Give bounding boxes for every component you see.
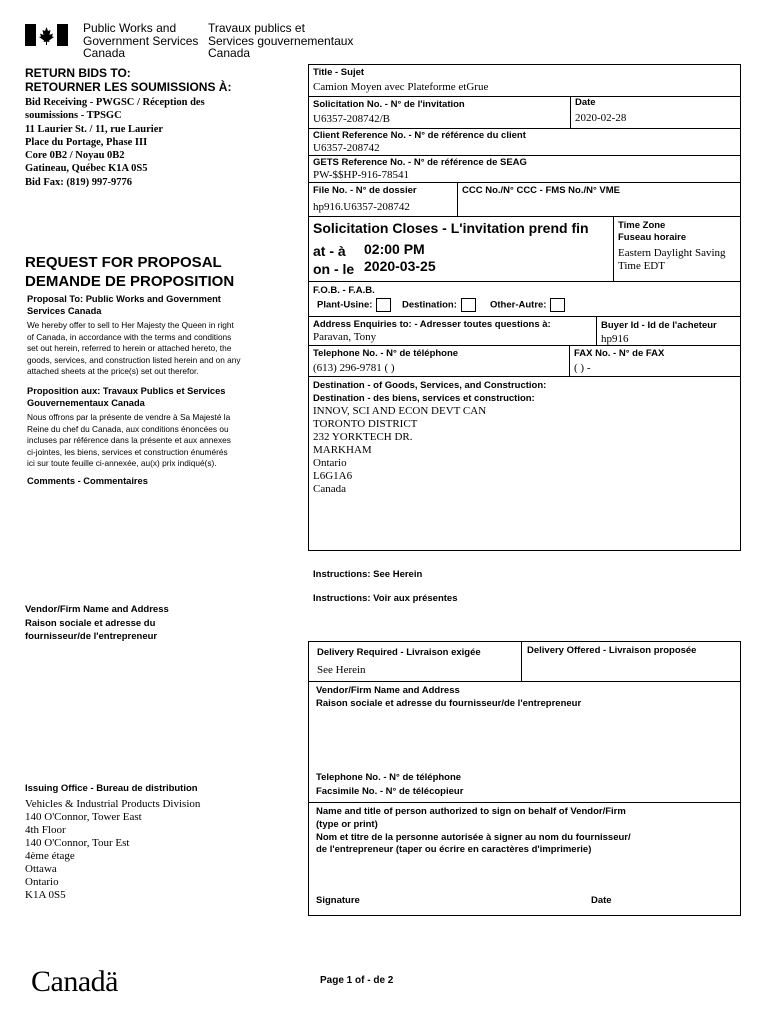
destination-checkbox[interactable] — [461, 298, 476, 312]
page-number: Page 1 of - de 2 — [320, 975, 394, 986]
buyer-id-value: hp916 — [601, 333, 629, 345]
authorized-person-label: Name and title of person authorized to sign on behalf of Vendor/Firm (type or print) Nom et titre de la personne autorisée à signer au nom du fournisseur/ de l'entrepreneur (taper ou écrire en caractères d'imprimerie) — [316, 806, 631, 856]
vendor-firm-label: Vendor/Firm Name and Address Raison sociale et adresse du fournisseur/de l'entrepreneur — [316, 685, 582, 709]
return-bids-title-fr: RETOURNER LES SOUMISSIONS À: — [25, 80, 232, 94]
plant-checkbox[interactable] — [376, 298, 391, 312]
offer-text-en: We hereby offer to sell to Her Majesty the Queen in right of Canada, in accordance with the terms and conditions set out herein, referred to herein or attached hereto, the goods, services, and construction listed herein and on any attached sheets at the price(s) set out therefor. — [27, 320, 241, 377]
department-name-fr: Travaux publics et Services gouvernementaux Canada — [208, 21, 354, 60]
client-reference-value: U6357-208742 — [313, 142, 380, 154]
closing-date-label: on - le — [313, 261, 355, 277]
solicitation-closes-label: Solicitation Closes - L'invitation prend fin — [313, 220, 589, 236]
proposal-to-en: Proposal To: Public Works and Government Services Canada — [27, 294, 221, 316]
vendor-firm-label-left: Vendor/Firm Name and Address Raison sociale et adresse du fournisseur/de l'entrepreneur — [25, 604, 169, 642]
destination-label: Destination - of Goods, Services, and Construction: Destination - des biens, services et construction: — [313, 380, 547, 404]
title-value: Camion Moyen avec Plateforme etGrue — [313, 81, 489, 93]
delivery-offered-field[interactable] — [523, 660, 739, 680]
ccc-number-label: CCC No./N° CCC - FMS No./N° VME — [462, 185, 621, 196]
signature-label: Signature — [316, 895, 360, 906]
destination-address: INNOV, SCI AND ECON DEVT CAN TORONTO DISTRICT 232 YORKTECH DR. MARKHAM Ontario L6G1A6 Canada — [313, 405, 487, 495]
telephone-value: (613) 296-9781 ( ) — [313, 362, 395, 374]
fax-label: FAX No. - N° de FAX — [574, 348, 665, 359]
time-zone-label: Time Zone Fuseau horaire — [618, 220, 687, 243]
proposal-to-fr: Proposition aux: Travaux Publics et Services Gouvernementaux Canada — [27, 386, 226, 408]
delivery-offered-label: Delivery Offered - Livraison proposée — [527, 645, 697, 656]
address-enquiries-label: Address Enquiries to: - Adresser toutes questions à: — [313, 319, 551, 330]
offer-text-fr: Nous offrons par la présente de vendre à Sa Majesté la Reine du chef du Canada, aux conditions énoncées ou incluses par référence dans la présente et aux annexes ci-jointes, les biens, services et construction énumérés ici sur toute feuille ci-annexée, au(x) prix indiqué(s). — [27, 412, 231, 469]
solicitation-number-label: Solicitation No. - N° de l'invitation — [313, 99, 465, 110]
gets-reference-label: GETS Reference No. - N° de référence de SEAG — [313, 157, 527, 168]
rfp-title-fr: DEMANDE DE PROPOSITION — [25, 273, 235, 290]
comments-label: Comments - Commentaires — [27, 476, 148, 486]
delivery-required-value: See Herein — [317, 664, 366, 676]
title-label: Title - Sujet — [313, 67, 365, 78]
signature-date-label: Date — [591, 895, 612, 906]
telephone-label: Telephone No. - N° de téléphone — [313, 348, 459, 359]
gets-reference-value: PW-$$HP-916-78541 — [313, 169, 409, 181]
closing-time-value: 02:00 PM — [364, 241, 425, 257]
return-bids-address: Bid Receiving - PWGSC / Réception des soumissions - TPSGC 11 Laurier St. / 11, rue Laurier Place du Portage, Phase III Core 0B2 / Noyau 0B2 Gatineau, Québec K1A 0S5 Bid Fax: (819) 997-9776 — [25, 97, 205, 188]
address-enquiries-value: Paravan, Tony — [313, 331, 377, 343]
fax-value: ( ) - — [574, 362, 591, 374]
delivery-required-label: Delivery Required - Livraison exigée — [317, 647, 481, 658]
closing-time-label: at - à — [313, 243, 346, 259]
date-label: Date — [575, 97, 596, 108]
buyer-id-label: Buyer Id - Id de l'acheteur — [601, 320, 717, 331]
issuing-office-label: Issuing Office - Bureau de distribution — [25, 783, 198, 794]
issuing-office-address: Vehicles & Industrial Products Division 140 O'Connor, Tower East 4th Floor 140 O'Connor, Tour Est 4ème étage Ottawa Ontario K1A 0S5 — [25, 798, 201, 901]
instructions-en: Instructions: See Herein — [313, 569, 423, 580]
fob-other-option: Other-Autre: — [490, 298, 565, 312]
fob-plant-option: Plant-Usine: — [317, 298, 391, 312]
solicitation-number-value: U6357-208742/B — [313, 113, 390, 125]
file-number-value: hp916.U6357-208742 — [313, 201, 410, 213]
other-checkbox[interactable] — [550, 298, 565, 312]
fob-label: F.O.B. - F.A.B. — [313, 285, 375, 296]
date-value: 2020-02-28 — [575, 112, 627, 124]
canada-flag-logo — [25, 24, 68, 46]
canada-wordmark: Canadä — [31, 965, 118, 998]
return-bids-title-en: RETURN BIDS TO: — [25, 66, 131, 80]
department-name-en: Public Works and Government Services Canada — [83, 21, 199, 60]
instructions-fr: Instructions: Voir aux présentes — [313, 593, 458, 604]
rfp-title-en: REQUEST FOR PROPOSAL — [25, 254, 222, 271]
client-reference-label: Client Reference No. - N° de référence du client — [313, 130, 526, 141]
fob-destination-option: Destination: — [402, 298, 476, 312]
authorized-person-field[interactable] — [312, 862, 737, 892]
vendor-firm-field[interactable] — [312, 712, 737, 767]
file-number-label: File No. - N° de dossier — [313, 185, 417, 196]
vendor-facsimile-label: Facsimile No. - N° de télécopieur — [316, 786, 464, 797]
closing-date-value: 2020-03-25 — [364, 258, 436, 274]
time-zone-value: Eastern Daylight Saving Time EDT — [618, 247, 726, 272]
vendor-telephone-label: Telephone No. - N° de téléphone — [316, 772, 462, 783]
